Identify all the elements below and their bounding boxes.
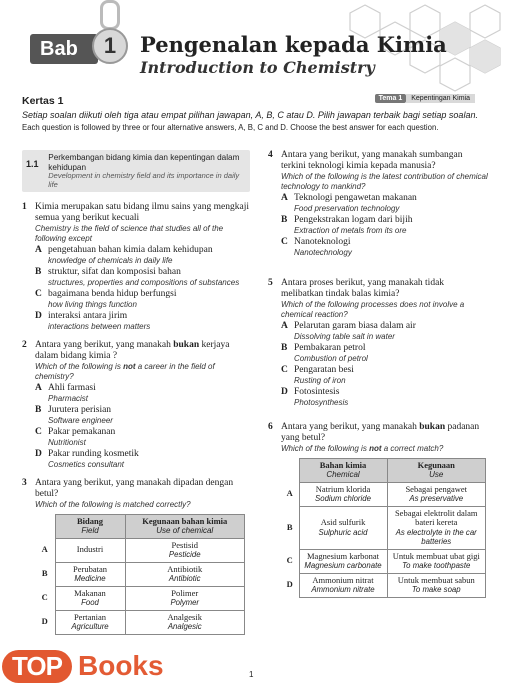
option-text-ms: Nanoteknologi: [294, 237, 351, 247]
use-ms: Sebagai pengawet: [405, 483, 468, 494]
option-text-ms: interaksi antara jirim: [48, 311, 128, 321]
option-letter: D: [35, 311, 42, 321]
option-text-ms: Pengaratan besi: [294, 365, 354, 375]
option-letter: B: [281, 215, 288, 225]
table-row[interactable]: [281, 549, 486, 573]
use-ms: Untuk membuat ubat gigi: [392, 550, 480, 561]
option-text-ms: Pakar runding kosmetik: [48, 449, 139, 459]
table-row[interactable]: [35, 586, 245, 610]
row-letter: D: [286, 579, 293, 590]
option-c[interactable]: [35, 289, 250, 309]
chapter-title-en: Introduction to Chemistry: [140, 58, 375, 77]
use-en: To make soap: [411, 585, 461, 594]
option-text-ms: Fotosintesis: [294, 387, 340, 397]
question-2: [22, 340, 250, 469]
question-number: 6: [268, 422, 273, 432]
option-text-ms: Pembakaran petrol: [294, 343, 366, 353]
table-header-use: Kegunaan bahan kimia: [142, 515, 228, 526]
row-letter: B: [286, 521, 293, 532]
question-number: 2: [22, 340, 27, 350]
instructions: [22, 110, 487, 133]
question-stem-en: Which of the following is matched correctly?: [35, 500, 191, 509]
option-text-ms: Jurutera perisian: [48, 405, 112, 415]
option-text-ms: struktur, sifat dan komposisi bahan: [48, 267, 181, 277]
option-text-ms: Ahli farmasi: [48, 383, 96, 393]
topbooks-watermark-logo: [0, 642, 190, 692]
option-letter: C: [35, 289, 42, 299]
option-b[interactable]: [35, 267, 250, 287]
subtopic-title-en: Development in chemistry field and its importance in daily life: [48, 171, 240, 189]
field-en: Food: [81, 598, 99, 607]
question-number: 3: [22, 478, 27, 488]
question-4: [268, 150, 488, 257]
option-letter: C: [35, 427, 42, 437]
option-c[interactable]: [35, 427, 250, 447]
logo-top: TOP: [2, 650, 72, 683]
use-ms: Polimer: [171, 587, 199, 598]
matching-table: Bidang Field Kegunaan bahan kimia Use of chemical A Industri Pestisid Pesticide B Perubatan Medicine Antibiotik Antibiotic C Makanan Food Polimer Polymer D Pertanian Agriculture Analgesik Analgesic: [35, 514, 245, 635]
subtopic-title-ms: Perkembangan bidang kimia dan kepentingan dalam kehidupan: [48, 153, 240, 172]
use-ms: Analgesik: [167, 611, 202, 622]
question-stem-ms: Antara yang berikut, yang manakah sumbangan terkini teknologi kimia kepada manusia?: [281, 150, 463, 171]
table-row[interactable]: [281, 482, 486, 506]
table-row[interactable]: [35, 538, 245, 562]
question-stem-en: Which of the following is the latest contribution of chemical technology to mankind?: [281, 172, 488, 191]
option-d[interactable]: [35, 449, 250, 469]
use-ms: Untuk membuat sabun: [397, 574, 475, 585]
theme-number: Tema 1: [375, 94, 407, 103]
table-row[interactable]: [281, 573, 486, 597]
use-en: Analgesic: [167, 622, 202, 631]
option-letter: B: [281, 343, 288, 353]
row-letter: C: [41, 592, 48, 603]
question-number: 1: [22, 202, 27, 212]
option-text-en: Dissolving table salt in water: [294, 332, 395, 341]
chapter-header: [0, 0, 505, 88]
row-letter: D: [41, 616, 48, 627]
option-text-ms: Pengekstrakan logam dari bijih: [294, 215, 413, 225]
row-letter: B: [41, 568, 48, 579]
option-a[interactable]: [281, 321, 488, 341]
option-text-en: Photosynthesis: [294, 398, 349, 407]
binder-ring-icon: [100, 0, 120, 30]
option-letter: A: [35, 383, 42, 393]
table-row[interactable]: [35, 610, 245, 634]
option-text-ms: pengetahuan bahan kimia dalam kehidupan: [48, 245, 213, 255]
question-stem-ms: Antara yang berikut, yang manakah bukan kerjaya dalam bidang kimia ?: [35, 340, 230, 361]
table-row[interactable]: [281, 506, 486, 549]
field-en: Agriculture: [71, 622, 109, 631]
question-stem-en: Which of the following processes does not involve a chemical reaction?: [281, 300, 465, 319]
field-en: Medicine: [74, 574, 106, 583]
option-b[interactable]: [35, 405, 250, 425]
option-text-en: how living things function: [48, 300, 137, 309]
chemical-en: Ammonium nitrate: [311, 585, 375, 594]
chapter-label: Bab: [30, 34, 98, 64]
option-text-ms: Pelarutan garam biasa dalam air: [294, 321, 416, 331]
use-ms: Antibiotik: [167, 563, 203, 574]
option-text-en: Rusting of iron: [294, 376, 346, 385]
option-letter: A: [281, 321, 288, 331]
option-text-en: Combustion of petrol: [294, 354, 368, 363]
subtopic-box: [22, 150, 250, 192]
option-letter: B: [35, 267, 42, 277]
chemical-en: Magnesium carbonate: [304, 561, 382, 570]
logo-books: Books: [78, 650, 164, 681]
option-letter: A: [35, 245, 42, 255]
row-letter: A: [41, 544, 48, 555]
matching-table: Bahan kimia Chemical Kegunaan Use A Natrium klorida Sodium chloride Sebagai pengawet As preservative B Asid sulfurik Sulphuric acid Sebagai elektrolit dalam bateri kereta As electrolyte in the car batteries C Magnesium karbonat Magnesium carbonate Untuk membuat ubat gigi To make toothpaste D Ammonium nitrat Ammonium nitrate Untuk membuat sabun To make soap: [281, 458, 486, 598]
option-a[interactable]: [281, 193, 488, 213]
option-c[interactable]: [281, 365, 488, 385]
chemical-ms: Ammonium nitrat: [312, 574, 374, 585]
subtopic-number: 1.1: [26, 159, 39, 169]
option-b[interactable]: [281, 215, 488, 235]
use-ms: Sebagai elektrolit dalam bateri kereta: [394, 507, 478, 527]
chemical-ms: Magnesium karbonat: [307, 550, 379, 561]
use-en: As preservative: [409, 494, 464, 503]
row-letter: C: [286, 555, 293, 566]
use-en: As electrolyte in the car batteries: [395, 527, 477, 546]
option-text-en: interactions between matters: [48, 322, 151, 331]
theme-name: Kepentingan Kimia: [406, 94, 475, 103]
question-stem-ms: Antara yang berikut, yang manakah dipadan dengan betul?: [35, 478, 234, 499]
option-text-ms: Teknologi pengawetan makanan: [294, 193, 417, 203]
chapter-title-ms: Pengenalan kepada Kimia: [140, 32, 447, 57]
use-en: To make toothpaste: [402, 561, 471, 570]
theme-badge: [375, 92, 475, 105]
question-stem-ms: Antara proses berikut, yang manakah tidak melibatkan tindak balas kimia?: [281, 278, 445, 299]
left-column: [22, 150, 250, 644]
chapter-number: 1: [92, 28, 128, 64]
question-number: 5: [268, 278, 273, 288]
field-ms: Industri: [76, 544, 104, 555]
option-text-en: Extraction of metals from its ore: [294, 226, 407, 235]
field-ms: Makanan: [74, 587, 106, 598]
row-letter: A: [286, 488, 293, 499]
instruction-ms: Setiap soalan diikuti oleh tiga atau empat pilihan jawapan, A, B, C atau D. Pilih jawapan terbaik bagi setiap soalan.: [22, 110, 478, 120]
chemical-en: Sulphuric acid: [318, 527, 368, 537]
option-text-en: Software engineer: [48, 416, 113, 425]
question-6: [268, 422, 488, 598]
option-c[interactable]: [281, 237, 488, 257]
question-5: [268, 278, 488, 407]
option-text-en: knowledge of chemicals in daily life: [48, 256, 173, 265]
chemical-ms: Natrium klorida: [315, 483, 371, 494]
option-letter: B: [35, 405, 42, 415]
option-letter: D: [281, 387, 288, 397]
option-a[interactable]: [35, 245, 250, 265]
table-header-use: Kegunaan: [417, 459, 455, 470]
option-a[interactable]: [35, 383, 250, 403]
page-number: 1: [249, 670, 254, 679]
option-d[interactable]: [281, 387, 488, 407]
use-en: Polymer: [170, 598, 200, 607]
option-text-en: Pharmacist: [48, 394, 89, 403]
paper-label: Kertas 1: [22, 95, 64, 107]
option-text-en: Cosmetics consultant: [48, 460, 125, 469]
table-header-chemical: Bahan kimia: [319, 459, 367, 470]
use-en: Pesticide: [168, 550, 201, 559]
question-stem-ms: Kimia merupakan satu bidang ilmu sains yang mengkaji semua yang berikut kecuali: [35, 202, 249, 223]
option-letter: D: [35, 449, 42, 459]
instruction-en: Each question is followed by three or four alternative answers, A, B, C and D. Choose the best answer for each question.: [22, 123, 439, 132]
option-text-en: Food preservation technology: [294, 204, 400, 213]
option-d[interactable]: [35, 311, 250, 331]
table-row[interactable]: [35, 562, 245, 586]
option-text-ms: bagaimana benda hidup berfungsi: [48, 289, 177, 299]
chemical-en: Sodium chloride: [315, 494, 371, 503]
use-ms: Pestisid: [171, 539, 198, 550]
question-stem-en: Chemistry is the field of science that studies all of the following except: [35, 224, 224, 243]
option-text-en: structures, properties and compositions of substances: [48, 278, 240, 287]
question-stem-en: Which of the following is not a career in the field of chemistry?: [35, 362, 215, 381]
option-text-en: Nutritionist: [48, 438, 86, 447]
question-3: [22, 478, 250, 635]
question-number: 4: [268, 150, 273, 160]
option-letter: C: [281, 365, 288, 375]
option-b[interactable]: [281, 343, 488, 363]
table-header-field: Bidang: [77, 515, 103, 526]
option-text-ms: Pakar pemakanan: [48, 427, 116, 437]
chemical-ms: Asid sulfurik: [320, 517, 366, 527]
option-text-en: Nanotechnology: [294, 248, 352, 257]
right-column: [268, 150, 488, 607]
field-ms: Perubatan: [73, 563, 107, 574]
use-en: Antibiotic: [168, 574, 201, 583]
question-1: [22, 202, 250, 331]
option-letter: C: [281, 237, 288, 247]
question-stem-en: Which of the following is not a correct match?: [281, 444, 444, 453]
field-ms: Pertanian: [73, 611, 107, 622]
question-stem-ms: Antara yang berikut, yang manakah bukan padanan yang betul?: [281, 422, 480, 443]
option-letter: A: [281, 193, 288, 203]
